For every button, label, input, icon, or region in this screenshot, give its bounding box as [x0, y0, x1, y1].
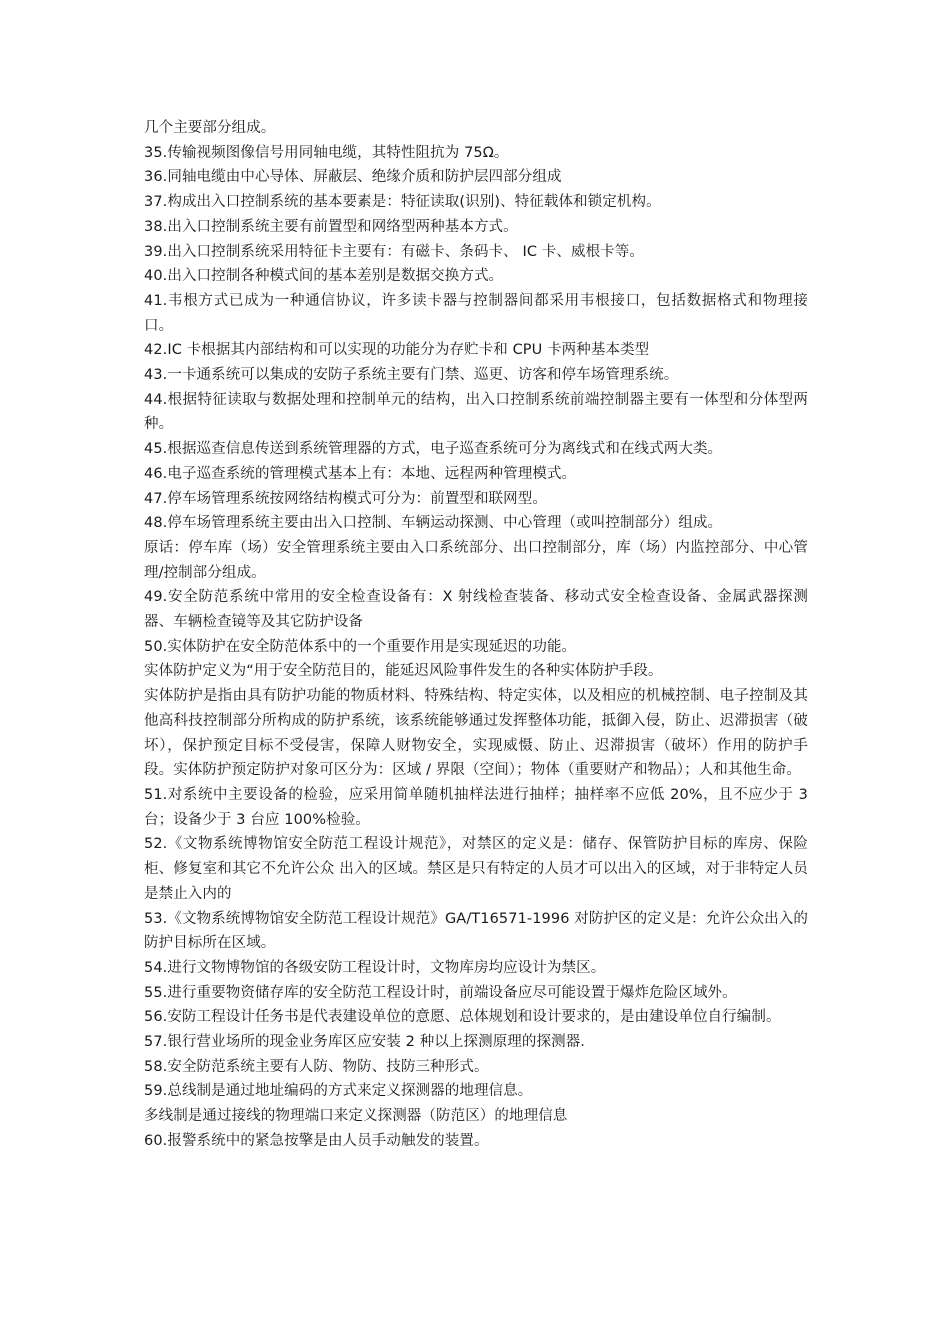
paragraph: 51.对系统中主要设备的检验，应采用简单随机抽样法进行抽样；抽样率不应低 20%，且不应少于 3 台；设备少于 3 台应 100%检验。 [144, 786, 808, 828]
paragraph: 43.一卡通系统可以集成的安防子系统主要有门禁、巡更、访客和停车场管理系统。 [144, 367, 679, 384]
paragraph: 实体防护是指由具有防护功能的物质材料、特殊结构、特定实体，以及相应的机械控制、电子控制及其他高科技控制部分所构成的防护系统，该系统能够通过发挥整体功能，抵御入侵，防止、迟滞损害（破坏），保护预定目标不受侵害，保障人财物安全，实现威慑、防止、迟滞损害（破坏）作用的防护手段。实体防护预定防护对象可区分为：区域 / 界限（空间）；物体（重要财产和物品）；人和其他生命。 [144, 688, 808, 779]
paragraph: 57.银行营业场所的现金业务库区应安装 2 种以上探测原理的探测器. [144, 1034, 586, 1051]
paragraph: 50.实体防护在安全防范体系中的一个重要作用是实现延迟的功能。 [144, 638, 577, 655]
paragraph: 39.出入口控制系统采用特征卡主要有：有磁卡、条码卡、 IC 卡、威根卡等。 [144, 243, 644, 260]
paragraph: 59.总线制是通过地址编码的方式来定义探测器的地理信息。 [144, 1083, 533, 1100]
paragraph: 48.停车场管理系统主要由出入口控制、车辆运动探测、中心管理（或叫控制部分）组成。 [144, 515, 723, 532]
paragraph: 49.安全防范系统中常用的安全检查设备有：X 射线检查装备、移动式安全检查设备、金属武器探测器、车辆检查镜等及其它防护设备 [144, 589, 808, 631]
paragraph: 55.进行重要物资储存库的安全防范工程设计时，前端设备应尽可能设置于爆炸危险区域外。 [144, 984, 737, 1001]
paragraph: 35.传输视频图像信号用同轴电缆，其特性阻抗为 75Ω。 [144, 144, 509, 161]
document-body [144, 116, 808, 1154]
paragraph: 45.根据巡查信息传送到系统管理器的方式，电子巡查系统可分为离线式和在线式两大类。 [144, 441, 723, 458]
paragraph: 几个主要部分组成。 [144, 120, 276, 136]
paragraph: 多线制是通过接线的物理端口来定义探测器（防范区）的地理信息 [144, 1108, 568, 1125]
paragraph: 52.《文物系统博物馆安全防范工程设计规范》，对禁区的定义是：储存、保管防护目标的库房、保险柜、修复室和其它不允许公众 出入的区域。禁区是只有特定的人员才可以出入的区域，对于非特定人员是禁止入内的 [144, 836, 808, 902]
paragraph: 56.安防工程设计任务书是代表建设单位的意愿、总体规划和设计要求的，是由建设单位自行编制。 [144, 1009, 781, 1026]
paragraph: 原话：停车库（场）安全管理系统主要由入口系统部分、出口控制部分，库（场）内监控部分、中心管理/控制部分组成。 [144, 539, 808, 581]
paragraph: 60.报警系统中的紧急按擎是由人员手动触发的装置。 [144, 1132, 489, 1149]
paragraph: 40.出入口控制各种模式间的基本差别是数据交换方式。 [144, 268, 504, 285]
paragraph: 38.出入口控制系统主要有前置型和网络型两种基本方式。 [144, 218, 518, 235]
paragraph: 42.IC 卡根据其内部结构和可以实现的功能分为存贮卡和 CPU 卡两种基本类型 [144, 342, 650, 359]
paragraph: 46.电子巡查系统的管理模式基本上有：本地、远程两种管理模式。 [144, 465, 577, 482]
paragraph: 36.同轴电缆由中心导体、屏蔽层、绝缘介质和防护层四部分组成 [144, 169, 562, 186]
paragraph: 54.进行文物博物馆的各级安防工程设计时，文物库房均应设计为禁区。 [144, 959, 606, 976]
paragraph: 实体防护定义为“用于安全防范目的，能延迟风险事件发生的各种实体防护手段。 [144, 663, 663, 680]
paragraph: 53.《文物系统博物馆安全防范工程设计规范》GA/T16571-1996 对防护区的定义是：允许公众出入的防护目标所在区域。 [144, 910, 808, 952]
paragraph: 44.根据特征读取与数据处理和控制单元的结构，出入口控制系统前端控制器主要有一体型和分体型两种。 [144, 391, 808, 433]
paragraph: 47.停车场管理系统按网络结构模式可分为：前置型和联网型。 [144, 490, 547, 507]
paragraph: 37.构成出入口控制系统的基本要素是：特征读取(识别)、特征载体和锁定机构。 [144, 194, 661, 211]
paragraph: 58.安全防范系统主要有人防、物防、技防三种形式。 [144, 1058, 489, 1075]
paragraph: 41.韦根方式已成为一种通信协议，许多读卡器与控制器间都采用韦根接口，包括数据格式和物理接口。 [144, 292, 808, 334]
